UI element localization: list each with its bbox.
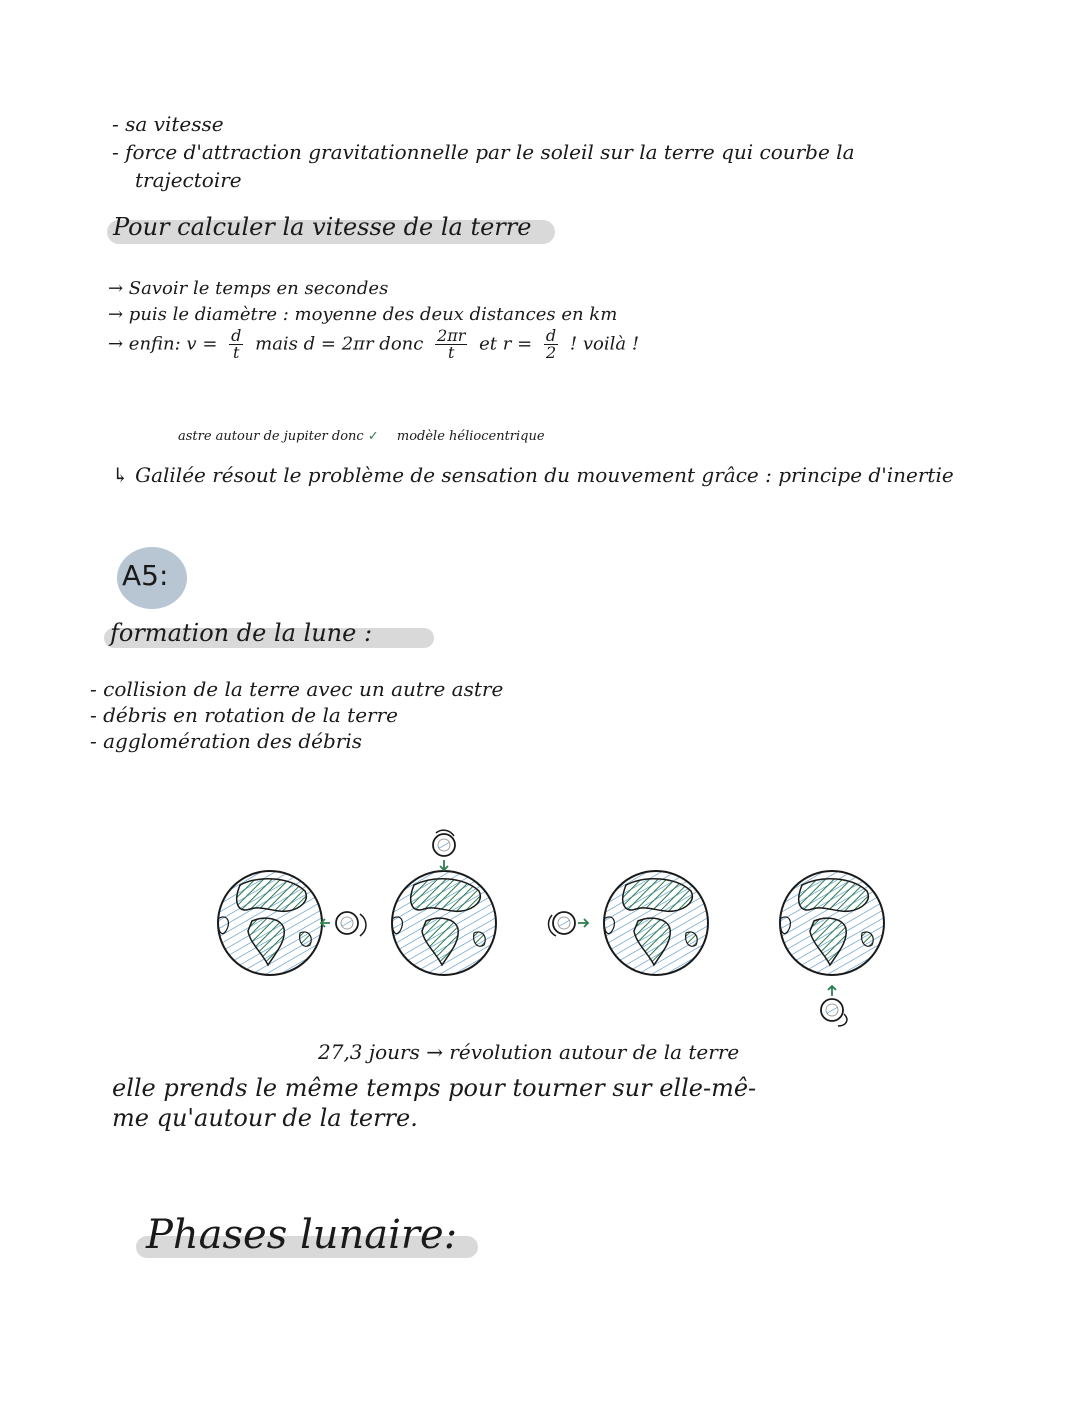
galilee-note-right: modèle héliocentrique bbox=[396, 429, 545, 444]
formula-prefix: → enfin: v = bbox=[108, 333, 218, 355]
moon-icon bbox=[336, 912, 358, 934]
arrow-up-icon bbox=[828, 986, 836, 996]
arrow-right-icon bbox=[578, 919, 588, 927]
revolution-sentence-line1: elle prends le même temps pour tourner sur elle-mê- bbox=[112, 1074, 757, 1102]
earth-icon bbox=[780, 871, 884, 975]
fraction-denominator: t bbox=[448, 343, 455, 362]
speed-step-time: → Savoir le temps en secondes bbox=[108, 278, 389, 299]
check-icon: ✓ bbox=[367, 429, 379, 444]
speed-step-diameter: → puis le diamètre : moyenne des deux distances en km bbox=[108, 304, 618, 325]
moon-formation-item: - collision de la terre avec un autre astre bbox=[90, 677, 504, 701]
revolution-caption: 27,3 jours → révolution autour de la terre bbox=[318, 1040, 740, 1064]
fraction-denominator: t bbox=[233, 343, 240, 362]
rotation-arrow-icon bbox=[360, 914, 366, 936]
formula-middle: mais d = 2πr donc bbox=[255, 333, 424, 355]
fraction-numerator: 2πr bbox=[437, 326, 466, 345]
intro-line-speed: - sa vitesse bbox=[112, 112, 224, 136]
earth-icon bbox=[392, 871, 496, 975]
fraction-numerator: d bbox=[545, 326, 557, 345]
earth-icon bbox=[604, 871, 708, 975]
moon-formation-item: - débris en rotation de la terre bbox=[90, 703, 398, 727]
moon-formation-item: - agglomération des débris bbox=[90, 729, 363, 753]
moon-icon bbox=[821, 999, 843, 1021]
intro-line-gravity: - force d'attraction gravitationnelle par le soleil sur la terre qui courbe la bbox=[112, 140, 855, 164]
activity-badge: A5: bbox=[122, 559, 169, 592]
galilee-note-left: astre autour de jupiter donc bbox=[178, 429, 364, 444]
fraction-numerator: d bbox=[231, 326, 242, 345]
fraction-denominator: 2 bbox=[545, 343, 557, 362]
arrow-down-icon bbox=[440, 860, 448, 870]
earth-icon bbox=[218, 871, 322, 975]
moon-formation-heading: formation de la lune : bbox=[110, 619, 373, 647]
phases-heading: Phases lunaire: bbox=[146, 1212, 458, 1258]
speed-section-heading: Pour calculer la vitesse de la terre bbox=[113, 213, 532, 241]
moon-icon bbox=[553, 912, 575, 934]
revolution-sentence-line2: me qu'autour de la terre. bbox=[112, 1104, 418, 1132]
galilee-main: ↳ Galilée résout le problème de sensation du mouvement grâce : principe d'inertie bbox=[112, 463, 954, 487]
formula-end: ! voilà ! bbox=[569, 333, 640, 355]
intro-line-trajectory: trajectoire bbox=[135, 168, 242, 192]
formula-r: et r = bbox=[479, 333, 533, 355]
moon-icon bbox=[433, 834, 455, 856]
